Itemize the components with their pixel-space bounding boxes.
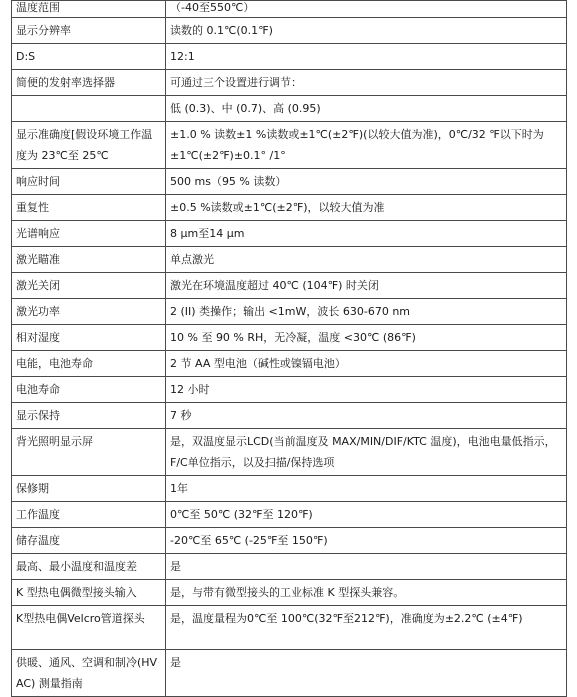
spec-value: 1年 (166, 476, 567, 502)
spec-row (12, 169, 567, 195)
spec-label: 供暖、通风、空调和制冷(HVAC) 测量指南 (12, 650, 166, 697)
spec-row (12, 377, 567, 403)
spec-row (12, 195, 567, 221)
spec-value: 是，与带有微型接头的工业标准 K 型探头兼容。 (166, 580, 567, 606)
spec-label: 激光瞄准 (12, 247, 166, 273)
spec-label: 重复性 (12, 195, 166, 221)
spec-value: ±1.0 % 读数±1 %读数或±1℃(±2℉)(以较大值为准)，0℃/32 ℉以下时为±1℃(±2℉)±0.1° /1° (166, 122, 567, 169)
spec-row (12, 429, 567, 476)
spec-value: 激光在环境温度超过 40℃ (104℉) 时关闭 (166, 273, 567, 299)
spec-label: 最高、最小温度和温度差 (12, 554, 166, 580)
spec-value: 500 ms（95 % 读数） (166, 169, 567, 195)
spec-row (12, 580, 567, 606)
spec-value: 低 (0.3)、中 (0.7)、高 (0.95) (166, 96, 567, 122)
spec-value: 是 (166, 650, 567, 697)
spec-row (12, 554, 567, 580)
spec-row (12, 528, 567, 554)
spec-value: 是，温度量程为0℃至 100℃(32℉至212℉)，准确度为±2.2℃ (±4℉) (166, 606, 567, 650)
spec-label: 响应时间 (12, 169, 166, 195)
spec-value: 是 (166, 554, 567, 580)
spec-row (12, 299, 567, 325)
spec-row (12, 325, 567, 351)
spec-label: 储存温度 (12, 528, 166, 554)
spec-row (12, 247, 567, 273)
spec-label: 电能，电池寿命 (12, 351, 166, 377)
spec-label (12, 96, 166, 122)
spec-value: 2 节 AA 型电池（碱性或镍镉电池） (166, 351, 567, 377)
spec-row (12, 96, 567, 122)
spec-value: 2 (II) 类操作；输出 <1mW，波长 630-670 nm (166, 299, 567, 325)
spec-value: 8 μm至14 μm (166, 221, 567, 247)
spec-row (12, 122, 567, 169)
spec-value: 10 % 至 90 % RH，无冷凝，温度 <30℃ (86℉) (166, 325, 567, 351)
specification-table (11, 0, 567, 697)
spec-label: 显示分辨率 (12, 18, 166, 44)
spec-row (12, 18, 567, 44)
spec-label: 激光关闭 (12, 273, 166, 299)
spec-row (12, 502, 567, 528)
spec-row (12, 403, 567, 429)
spec-label: D:S (12, 44, 166, 70)
spec-row (12, 221, 567, 247)
spec-label: 显示保持 (12, 403, 166, 429)
spec-row (12, 70, 567, 96)
spec-value: ±0.5 %读数或±1℃(±2℉)，以较大值为准 (166, 195, 567, 221)
spec-value: 12:1 (166, 44, 567, 70)
spec-row (12, 1, 567, 18)
spec-label: 激光功率 (12, 299, 166, 325)
spec-label: 简便的发射率选择器 (12, 70, 166, 96)
spec-label: K 型热电偶微型接头输入 (12, 580, 166, 606)
spec-value: 12 小时 (166, 377, 567, 403)
spec-value: 是，双温度显示LCD(当前温度及 MAX/MIN/DIF/KTC 温度)，电池电量低指示，F/C单位指示，以及扫描/保持选项 (166, 429, 567, 476)
spec-row (12, 476, 567, 502)
spec-label: 相对湿度 (12, 325, 166, 351)
spec-label: 电池寿命 (12, 377, 166, 403)
spec-label: 温度范围 (12, 1, 166, 18)
spec-label: 保修期 (12, 476, 166, 502)
spec-label: 工作温度 (12, 502, 166, 528)
spec-value: -20℃至 65℃ (-25℉至 150℉) (166, 528, 567, 554)
spec-row (12, 606, 567, 650)
spec-row (12, 44, 567, 70)
specification-table-body (12, 1, 567, 697)
spec-value: 7 秒 (166, 403, 567, 429)
spec-label: 显示准确度[假设环境工作温度为 23℃至 25℃ (12, 122, 166, 169)
spec-label: 光谱响应 (12, 221, 166, 247)
spec-label: K型热电偶Velcro管道探头 (12, 606, 166, 650)
spec-row (12, 351, 567, 377)
spec-value: 0℃至 50℃ (32℉至 120℉) (166, 502, 567, 528)
spec-row (12, 273, 567, 299)
spec-label: 背光照明显示屏 (12, 429, 166, 476)
spec-value: 单点激光 (166, 247, 567, 273)
spec-value: （-40至550℃） (166, 1, 567, 18)
spec-value: 读数的 0.1℃(0.1℉) (166, 18, 567, 44)
spec-value: 可通过三个设置进行调节： (166, 70, 567, 96)
